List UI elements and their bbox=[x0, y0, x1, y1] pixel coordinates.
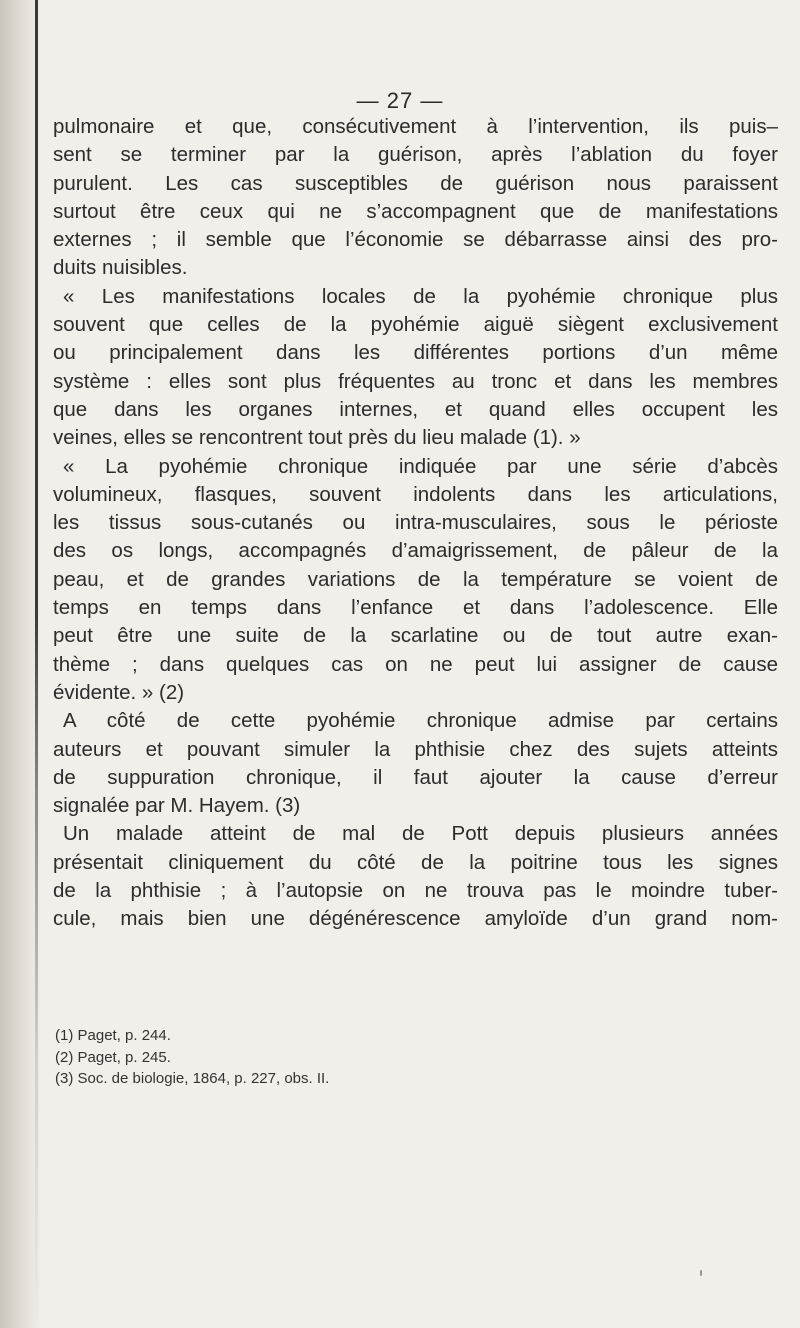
footnote: (2) Paget, p. 245. bbox=[55, 1048, 171, 1066]
text-line: « La pyohémie chronique indiquée par une série d’abcès bbox=[63, 454, 778, 478]
text-line: que dans les organes internes, et quand elles occupent les bbox=[53, 397, 778, 421]
text-line: A côté de cette pyohémie chronique admise par certains bbox=[63, 709, 778, 733]
text-line: signalée par M. Hayem. (3) bbox=[53, 794, 301, 818]
footnote: (1) Paget, p. 244. bbox=[55, 1027, 171, 1044]
text-line: surtout être ceux qui ne s’accompagnent que de manifestations bbox=[53, 199, 778, 223]
text-line: purulent. Les cas susceptibles de guérison nous paraissent bbox=[53, 171, 778, 195]
text-line: de suppuration chronique, il faut ajouter la cause d’erreur bbox=[53, 765, 778, 789]
text-line: présentait cliniquement du côté de la poitrine tous les signes bbox=[53, 850, 778, 874]
footnotes bbox=[55, 1025, 555, 1090]
text-line: sent se terminer par la guérison, après l’ablation du foyer bbox=[53, 143, 778, 167]
text-line: thème ; dans quelques cas on ne peut lui assigner de cause bbox=[53, 652, 778, 676]
text-line: temps en temps dans l’enfance et dans l’adolescence. Elle bbox=[53, 596, 778, 620]
text-line: « Les manifestations locales de la pyohémie chronique plus bbox=[63, 284, 778, 308]
text-line: des os longs, accompagnés d’amaigrissement, de pâleur de la bbox=[53, 539, 778, 563]
text-line: veines, elles se rencontrent tout près du lieu malade (1). » bbox=[53, 426, 581, 450]
footnote: (3) Soc. de biologie, 1864, p. 227, obs. II. bbox=[55, 1070, 330, 1087]
text-line: peut être une suite de la scarlatine ou de tout autre exan- bbox=[53, 624, 778, 648]
text-line: ou principalement dans les différentes portions d’un même bbox=[53, 341, 778, 365]
text-line: externes ; il semble que l’économie se débarrasse ainsi des pro- bbox=[53, 228, 778, 252]
paper-speck bbox=[700, 1270, 702, 1276]
text-line: de la phthisie ; à l’autopsie on ne trouva pas le moindre tuber- bbox=[53, 879, 778, 903]
text-line: pulmonaire et que, consécutivement à l’intervention, ils puis– bbox=[53, 115, 778, 138]
text-line: les tissus sous-cutanés ou intra-musculaires, sous le périoste bbox=[53, 511, 778, 535]
text-line: cule, mais bien une dégénérescence amyloïde d’un grand nom- bbox=[53, 907, 778, 931]
text-line: Un malade atteint de mal de Pott depuis plusieurs années bbox=[63, 822, 778, 846]
text-line: peau, et de grandes variations de la température se voient de bbox=[53, 567, 778, 591]
text-line: évidente. » (2) bbox=[53, 680, 185, 704]
text-line: auteurs et pouvant simuler la phthisie chez des sujets atteints bbox=[53, 737, 778, 761]
body-text bbox=[53, 113, 778, 934]
binding-line bbox=[35, 0, 38, 1328]
text-line: système : elles sont plus fréquentes au tronc et dans les membres bbox=[53, 369, 778, 393]
text-line: souvent que celles de la pyohémie aiguë siègent exclusivement bbox=[53, 313, 778, 337]
page-number: — 27 — bbox=[356, 88, 444, 113]
text-line: duits nuisibles. bbox=[53, 256, 188, 280]
text-line: volumineux, flasques, souvent indolents dans les articulations, bbox=[53, 482, 778, 506]
